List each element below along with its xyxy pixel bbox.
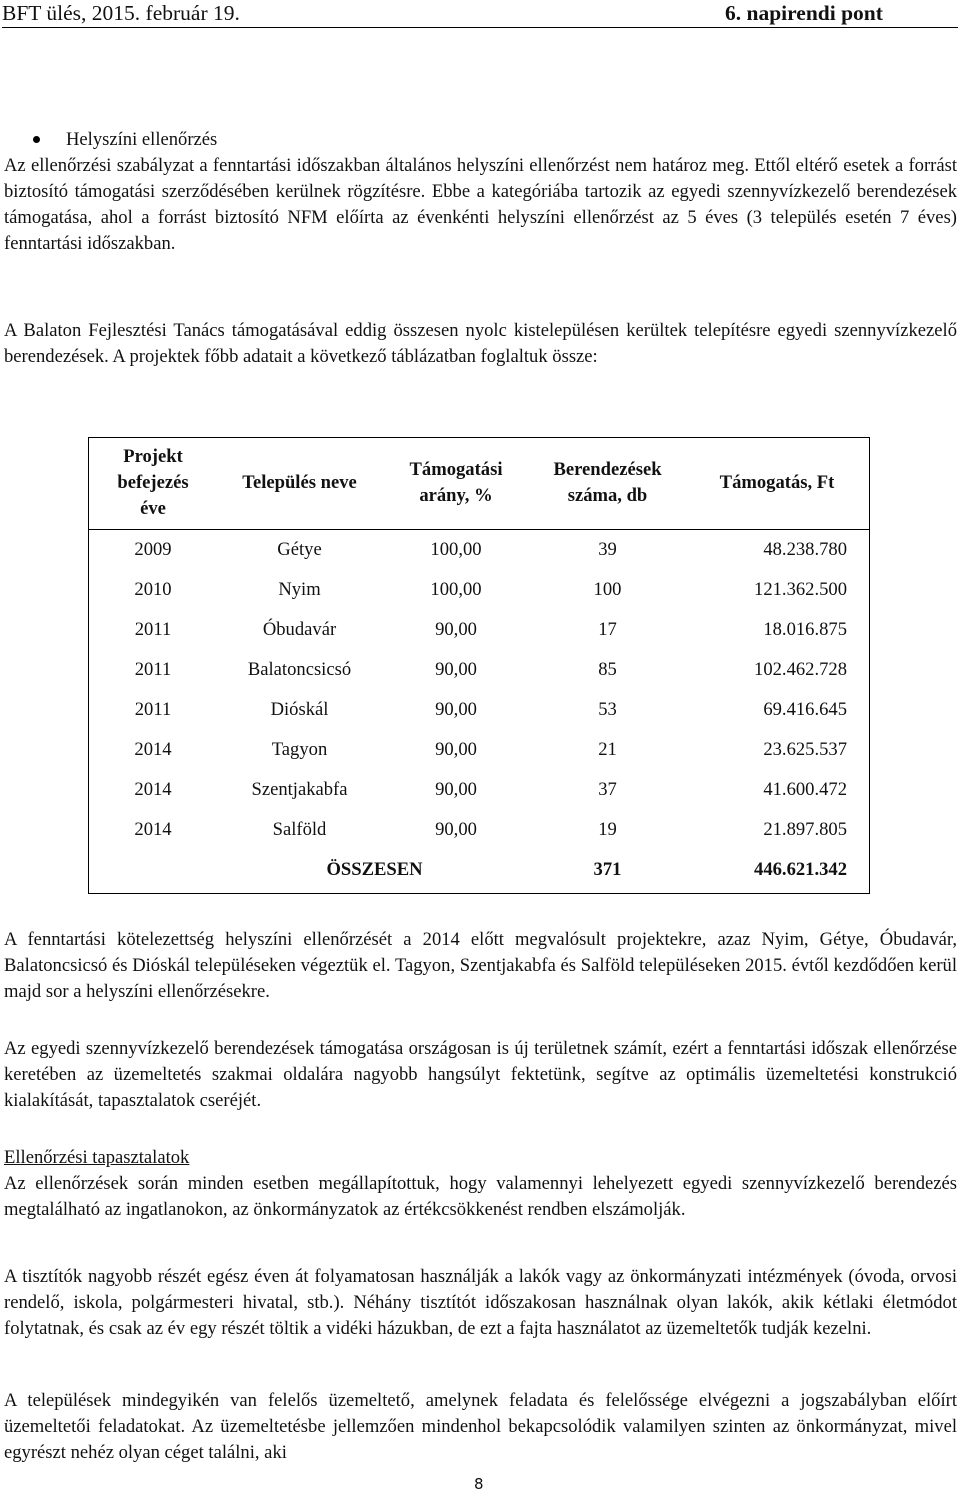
table-total-row — [88, 850, 870, 890]
header-rule — [2, 27, 958, 28]
cell-settlement: Szentjakabfa — [251, 779, 348, 800]
paragraph-findings: Az ellenőrzések során minden esetben megállapítottuk, hogy valamennyi lehelyezett egyedi szennyvízkezelő berendezés megtalálható az ingatlanokon, az önkormányzatok az értékcsökkenést rendben elszámolják. — [4, 1173, 957, 1220]
header-agenda-item: 6. napirendi pont — [725, 1, 883, 25]
cell-settlement: Gétye — [277, 539, 322, 560]
cell-total-count: 371 — [593, 859, 622, 880]
cell-year: 2011 — [134, 619, 172, 640]
paragraph-inspection-scope: A fenntartási kötelezettség helyszíni ellenőrzését a 2014 előtt megvalósult projektekre, azaz Nyim, Gétye, Óbudavár, Balatoncsicsó és Dióskál településeken végeztük el. Tagyon, Szentjakabfa és Salföld településeken 2015. évtől kezdődően kerül majd sor a helyszíni ellenőrzésekre. — [4, 929, 957, 1002]
cell-rate: 90,00 — [435, 699, 477, 720]
cell-count: 17 — [598, 619, 617, 640]
cell-amount: 18.016.875 — [763, 619, 847, 640]
projects-table — [88, 437, 870, 890]
cell-rate: 90,00 — [435, 739, 477, 760]
cell-rate: 100,00 — [430, 539, 482, 560]
cell-rate: 90,00 — [435, 659, 477, 680]
cell-count: 85 — [598, 659, 617, 680]
cell-total-amount: 446.621.342 — [754, 859, 847, 880]
table-row — [88, 810, 870, 850]
cell-amount: 48.238.780 — [763, 539, 847, 560]
table-row — [88, 570, 870, 610]
cell-year: 2014 — [134, 819, 172, 840]
cell-rate: 90,00 — [435, 779, 477, 800]
table-row — [88, 530, 870, 571]
paragraph-bft-support: A Balaton Fejlesztési Tanács támogatásával eddig összesen nyolc kistelepülésen kerültek telepítésre egyedi szennyvízkezelő berendezések. A projektek főbb adatait a következő táblázatban foglaltuk össze: — [4, 320, 957, 367]
page-number: 8 — [474, 1475, 484, 1493]
cell-year: 2011 — [134, 699, 172, 720]
cell-count: 39 — [598, 539, 617, 560]
cell-rate: 100,00 — [430, 579, 482, 600]
column-header-count: Berendezések száma, db — [531, 437, 684, 530]
bullet-icon — [33, 136, 40, 143]
column-header-year: Projekt befejezés éve — [88, 437, 218, 530]
cell-amount: 23.625.537 — [763, 739, 847, 760]
table-row — [88, 730, 870, 770]
cell-total-label: ÖSSZESEN — [326, 859, 423, 880]
cell-settlement: Nyim — [278, 579, 321, 600]
cell-amount: 121.362.500 — [754, 579, 847, 600]
paragraph-operators: A települések mindegyikén van felelős üzemeltető, amelynek feladata és felelőssége elvégezni a jogszabályban előírt üzemeltetői feladatokat. Az üzemeltetésbe jellemzően mindenhol bekapcsolódik valamilyen szinten az önkormányzat, mivel egyrészt nehéz olyan céget találni, aki — [4, 1390, 957, 1463]
cell-count: 19 — [598, 819, 617, 840]
cell-amount: 102.462.728 — [754, 659, 847, 680]
cell-count: 53 — [598, 699, 617, 720]
table-row — [88, 690, 870, 730]
cell-rate: 90,00 — [435, 619, 477, 640]
cell-year: 2011 — [134, 659, 172, 680]
paragraph-new-field: Az egyedi szennyvízkezelő berendezések támogatása országosan is új területnek számít, ezért a fenntartási időszak ellenőrzése keretében az üzemeltetés szakmai oldalára nagyobb hangsúlyt fektetünk, segítve az optimális üzemeltetési konstrukció kialakítását, tapasztalatok cseréjét. — [4, 1038, 957, 1111]
table-header-row — [88, 437, 870, 530]
cell-settlement: Tagyon — [271, 739, 328, 760]
cell-count: 21 — [598, 739, 617, 760]
header-meeting-date: BFT ülés, 2015. február 19. — [2, 1, 240, 25]
cell-amount: 69.416.645 — [763, 699, 847, 720]
cell-settlement: Óbudavár — [262, 619, 337, 640]
cell-year: 2014 — [134, 779, 172, 800]
cell-year: 2010 — [134, 579, 172, 600]
cell-year: 2009 — [134, 539, 172, 560]
cell-count: 37 — [598, 779, 617, 800]
cell-settlement: Dióskál — [270, 699, 329, 720]
cell-amount: 41.600.472 — [763, 779, 847, 800]
cell-year: 2014 — [134, 739, 172, 760]
paragraph-inspection-rules: Az ellenőrzési szabályzat a fenntartási időszakban általános helyszíni ellenőrzést nem határoz meg. Ettől eltérő esetek a forrást biztosító támogatási szerződésében kerülnek rögzítésre. Ebbe a kategóriába tartozik az egyedi szennyvízkezelő berendezések támogatása, ahol a forrást biztosító NFM előírta az évenkénti helyszíni ellenőrzést az 5 éves (3 település esetén 7 éves) fenntartási időszakban. — [4, 155, 957, 254]
bullet-heading: Helyszíni ellenőrzés — [66, 129, 218, 150]
cell-settlement: Salföld — [272, 819, 327, 840]
page-header — [2, 0, 958, 26]
section-title-experiences: Ellenőrzési tapasztalatok — [4, 1147, 190, 1168]
paragraph-usage: A tisztítók nagyobb részét egész éven át folyamatosan használják a lakók vagy az önkormányzati intézmények (óvoda, orvosi rendelő, iskola, polgármesteri hivatal, stb.). Néhány tisztítót időszakosan használnak olyan lakók, akik kétlaki életmódot folytatnak, és csak az év egy részét töltik a vidéki házukban, de ezt a fajta használatot az üzemeltetők tudják kezelni. — [4, 1266, 957, 1339]
cell-settlement: Balatoncsicsó — [247, 659, 352, 680]
table-row — [88, 770, 870, 810]
table-row — [88, 610, 870, 650]
column-header-amount: Támogatás, Ft — [684, 437, 870, 530]
cell-amount: 21.897.805 — [763, 819, 847, 840]
cell-rate: 90,00 — [435, 819, 477, 840]
table-row — [88, 650, 870, 690]
column-header-rate: Támogatási arány, % — [381, 437, 531, 530]
cell-count: 100 — [593, 579, 622, 600]
column-header-settlement: Település neve — [218, 437, 381, 530]
